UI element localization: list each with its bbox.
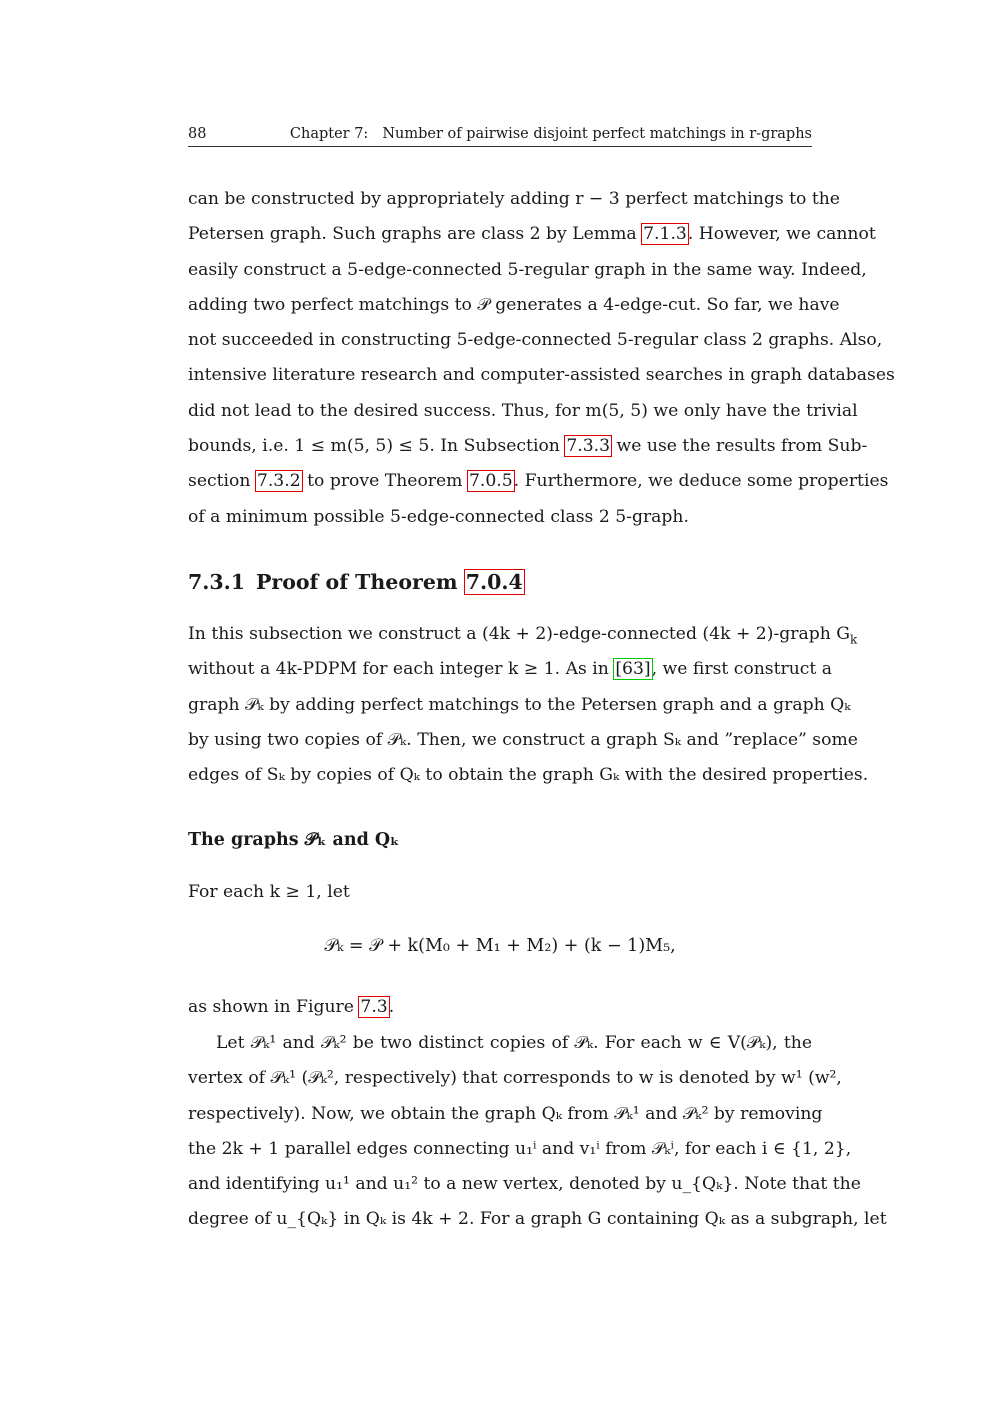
text-line: easily construct a 5-edge-connected 5-regular graph in the same way. Indeed,	[188, 259, 867, 280]
text-line: not succeeded in constructing 5-edge-connected 5-regular class 2 graphs. Also,	[188, 330, 883, 351]
text-span: . Furthermore, we deduce some properties	[513, 471, 889, 492]
text-line: vertex of 𝒫ₖ¹ (𝒫ₖ², respectively) that corresponds to w is denoted by w¹ (w²,	[188, 1068, 842, 1089]
text-line	[188, 217, 876, 252]
text-line: For each k ≥ 1, let	[188, 882, 350, 902]
chapter-label: Chapter 7:	[289, 126, 369, 142]
running-title	[290, 126, 812, 142]
theorem-link[interactable]: 7.0.5	[468, 471, 513, 492]
text-span: as shown in Figure	[188, 997, 360, 1017]
text-line: respectively). Now, we obtain the graph Qₖ from 𝒫ₖ¹ and 𝒫ₖ² by removing	[188, 1103, 823, 1124]
text-line: graph 𝒫ₖ by adding perfect matchings to the Petersen graph and a graph Qₖ	[188, 694, 851, 715]
text-line: edges of Sₖ by copies of Qₖ to obtain the graph Gₖ with the desired properties.	[188, 765, 869, 786]
figure-link[interactable]: 7.3	[360, 997, 388, 1017]
paragraph-1	[188, 182, 895, 535]
section-title: Proof of Theorem	[256, 570, 465, 594]
text-span: bounds, i.e. 1 ≤ m(5, 5) ≤ 5. In Subsection	[188, 436, 566, 457]
section-heading	[188, 570, 524, 594]
text-span: Petersen graph. Such graphs are class 2 by Lemma	[188, 224, 643, 245]
text-line: Let 𝒫ₖ¹ and 𝒫ₖ² be two distinct copies of 𝒫ₖ. For each w ∈ V(𝒫ₖ), the	[216, 1033, 812, 1053]
running-header	[188, 124, 812, 147]
subsection-link[interactable]: 7.3.2	[256, 471, 301, 492]
equation: 𝒫ₖ = 𝒫 + k(M₀ + M₁ + M₂) + (k − 1)M₅,	[324, 936, 676, 956]
page-number: 88	[188, 126, 207, 142]
text-line: adding two perfect matchings to 𝒫 generates a 4-edge-cut. So far, we have	[188, 294, 840, 315]
paragraph-5	[188, 1026, 887, 1238]
text-line	[188, 464, 889, 499]
text-line: the 2k + 1 parallel edges connecting u₁ⁱ and v₁ⁱ from 𝒫ₖⁱ, for each i ∈ {1, 2},	[188, 1138, 852, 1159]
text-span: , we first construct a	[651, 659, 833, 680]
citation-link[interactable]: [63]	[615, 659, 651, 680]
text-line	[188, 429, 868, 464]
section-number: 7.3.1	[188, 570, 246, 594]
subscript: k	[850, 632, 858, 647]
text-line	[188, 652, 833, 687]
text-line: degree of u_{Qₖ} in Qₖ is 4k + 2. For a graph G containing Qₖ as a subgraph, let	[188, 1209, 887, 1230]
text-span: . However, we cannot	[687, 224, 876, 245]
subsection-heading: The graphs 𝒫ₖ and Qₖ	[188, 830, 400, 850]
text-line: did not lead to the desired success. Thus, for m(5, 5) we only have the trivial	[188, 400, 858, 421]
text-line: and identifying u₁¹ and u₁² to a new vertex, denoted by u_{Qₖ}. Note that the	[188, 1174, 861, 1195]
text-line: can be constructed by appropriately adding r − 3 perfect matchings to the	[188, 189, 840, 209]
text-span: section	[188, 471, 256, 492]
paragraph-4	[188, 990, 812, 1025]
theorem-link[interactable]: 7.0.4	[465, 570, 523, 594]
text-span: without a 4k-PDPM for each integer k ≥ 1. As in	[188, 659, 615, 680]
text-span: to prove Theorem	[301, 471, 468, 492]
chapter-title: Number of pairwise disjoint perfect matchings in r-graphs	[382, 126, 812, 142]
text-line: intensive literature research and computer-assisted searches in graph databases	[188, 365, 895, 386]
text-line	[188, 617, 858, 652]
lemma-link[interactable]: 7.1.3	[643, 224, 687, 245]
paragraph-2	[188, 617, 869, 793]
subsection-link[interactable]: 7.3.3	[566, 436, 611, 457]
text-line: of a minimum possible 5-edge-connected class 2 5-graph.	[188, 506, 689, 527]
text-line: by using two copies of 𝒫ₖ. Then, we construct a graph Sₖ and ”replace” some	[188, 729, 858, 750]
text-span: In this subsection we construct a (4k + 2)-edge-connected (4k + 2)-graph G	[188, 624, 850, 644]
paragraph-3	[188, 875, 812, 910]
text-span: .	[388, 997, 395, 1017]
text-span: we use the results from Sub-	[611, 436, 868, 457]
text-line	[188, 990, 812, 1025]
